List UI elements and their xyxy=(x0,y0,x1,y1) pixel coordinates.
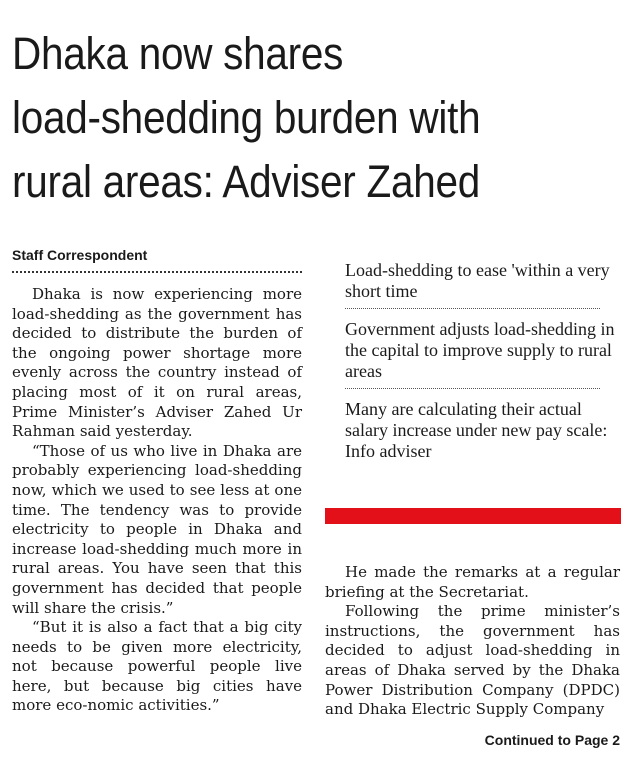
body-paragraph: He made the remarks at a regular briefing at the Secretariat. xyxy=(325,563,620,601)
related-divider xyxy=(345,388,600,389)
headline-line-3: rural areas: Adviser Zahed xyxy=(12,156,480,207)
body-paragraph: “Those of us who live in Dhaka are probably experiencing load-shedding now, which we used to see less at one time. The tendency was to provide electricity to people in Dhaka and increase load-shedding much more in rural areas. You have seen that this government has decided that people will share the crisis.” xyxy=(12,441,302,617)
headline-line-2: load-shedding burden with xyxy=(12,92,481,143)
related-story-link[interactable]: Many are calculating their actual salary increase under new pay scale: Info adviser xyxy=(345,399,608,461)
body-paragraph: “But it is also a fact that a big city needs to be given more electricity, not because powerful people live here, but because big cities have more eco-nomic activities.” xyxy=(12,618,302,715)
continued-link[interactable]: Continued to Page 2 xyxy=(484,732,620,748)
related-divider xyxy=(345,308,600,309)
related-stories xyxy=(345,258,620,468)
accent-bar xyxy=(325,508,621,524)
body-paragraph: Dhaka is now experiencing more load-shedding as the government has decided to distribute the burden of the ongoing power shortage more evenly across the country instead of placing most of it on rural areas, Prime Minister’s Adviser Zahed Ur Rahman said yesterday. xyxy=(12,285,302,441)
article-body-left xyxy=(12,285,302,716)
body-paragraph: Following the prime minister’s instructions, the government has decided to adjust load-shedding in areas of Dhaka served by the Dhaka Power Distribution Company (DPDC) and Dhaka Electric Supply Company xyxy=(325,602,620,719)
related-story-link[interactable]: Load-shedding to ease 'within a very short time xyxy=(345,260,610,301)
article-headline xyxy=(12,22,624,214)
byline-divider xyxy=(12,271,302,273)
related-story-link[interactable]: Government adjusts load-shedding in the capital to improve supply to rural areas xyxy=(345,319,615,381)
byline: Staff Correspondent xyxy=(12,247,148,263)
article-body-right xyxy=(325,563,620,720)
headline-line-1: Dhaka now shares xyxy=(12,28,344,79)
